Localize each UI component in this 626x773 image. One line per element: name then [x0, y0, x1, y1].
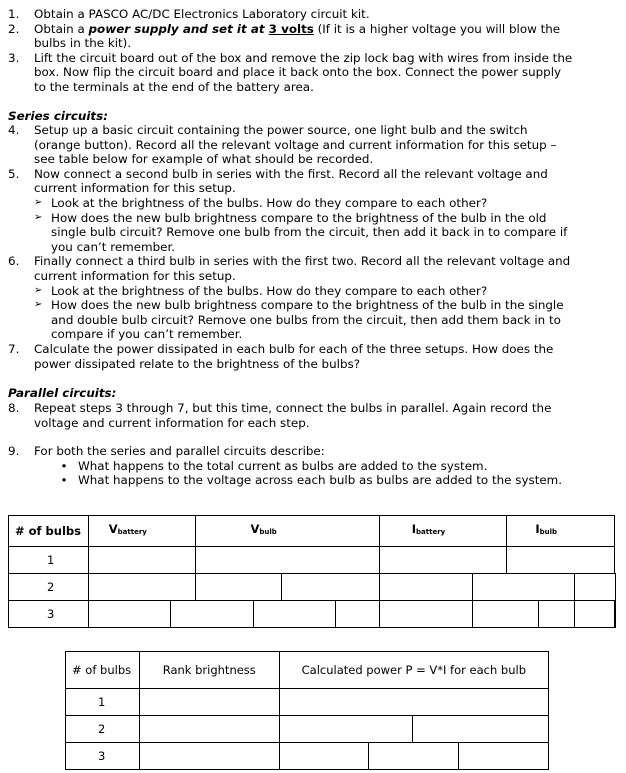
header-num-bulbs: # of bulbs — [66, 652, 140, 689]
parallel-heading: Parallel circuits: — [8, 386, 117, 400]
step-5-sub-2: ➢ How does the new bulb brightness compare to the brightness of the bulb in the old single bulb circuit? Remove one bulb from the circuit, then add it back in to compare if you can’t remember. — [34, 210, 568, 254]
table-cell — [139, 743, 279, 770]
step-8: 8. Repeat steps 3 through 7, but this time, connect the bulbs in parallel. Again record the voltage and current information for each step. — [8, 401, 552, 430]
table-cell — [335, 601, 379, 628]
table-cell — [473, 601, 539, 628]
table-cell — [88, 547, 196, 574]
table-cell — [139, 716, 279, 743]
table-row — [66, 743, 549, 770]
step-4: 4. Setup up a basic circuit containing the power source, one light bulb and the switch (orange button). Record all the relevant voltage and current information for this setup – see table below for example of what should be recorded. — [8, 123, 557, 167]
table-cell — [379, 547, 507, 574]
step-3: 3. Lift the circuit board out of the box and remove the zip lock bag with wires from inside the box. Now flip the circuit board and place it back onto the box. Connect the power supply to the terminals at the end of the battery area. — [8, 50, 573, 94]
header-rank-brightness: Rank brightness — [139, 652, 279, 689]
table-row — [9, 601, 616, 628]
table-cell — [279, 743, 369, 770]
table-cell — [575, 574, 616, 601]
header-i-battery: Ibattery — [379, 516, 507, 547]
table-cell — [196, 574, 282, 601]
table-cell — [139, 689, 279, 716]
step-6-sub-1: ➢ Look at the brightness of the bulbs. How do they compare to each other? — [34, 283, 488, 298]
table-row — [66, 716, 549, 743]
series-heading: Series circuits: — [8, 109, 108, 123]
header-num-bulbs: # of bulbs — [9, 516, 89, 547]
table-cell — [279, 716, 413, 743]
row-label: 3 — [9, 601, 89, 628]
step-9-bullet-2: • What happens to the voltage across each bulb as bulbs are added to the system. — [8, 473, 574, 488]
step-5-sub-1: ➢ Look at the brightness of the bulbs. How do they compare to each other? — [34, 195, 488, 210]
table-cell — [379, 574, 473, 601]
step-6-sub-2: ➢ How does the new bulb brightness compare to the brightness of the bulb in the single and double bulb circuit? Remove one bulbs from the circuit, then add them back in to compare if you can’t remember. — [34, 298, 564, 342]
table-row — [66, 689, 549, 716]
table-cell — [615, 601, 616, 628]
series-steps — [8, 123, 574, 371]
row-label: 3 — [66, 743, 140, 770]
arrow-bullet-icon: ➢ — [34, 299, 43, 311]
table-cell — [282, 574, 380, 601]
table-row — [9, 574, 616, 601]
table-cell — [379, 601, 473, 628]
arrow-bullet-icon: ➢ — [34, 196, 43, 208]
table-cell — [279, 689, 548, 716]
table-cell — [254, 601, 336, 628]
table-cell — [413, 716, 549, 743]
arrow-bullet-icon: ➢ — [34, 211, 43, 223]
step-6: 6. Finally connect a third bulb in series with the first two. Record all the relevant voltage and current information for this setup. — [8, 254, 571, 283]
step-9-bullet-1: • What happens to the total current as bulbs are added to the system. — [8, 459, 574, 474]
table-cell — [539, 601, 575, 628]
table-cell — [575, 601, 615, 628]
bullet-dot-icon: • — [60, 458, 68, 473]
step-5: 5. Now connect a second bulb in series with the first. Record all the relevant voltage and current information for this setup. — [8, 166, 548, 196]
row-label: 2 — [9, 574, 89, 601]
step-9: 9. For both the series and parallel circuits describe: — [8, 444, 325, 459]
header-calculated-power: Calculated power P = V*I for each bulb — [279, 652, 548, 689]
table-header-row — [66, 652, 549, 689]
header-v-battery: Vbattery — [88, 516, 196, 547]
table-row — [9, 547, 616, 574]
row-label: 2 — [66, 716, 140, 743]
header-i-bulb: Ibulb — [507, 516, 615, 547]
table-cell — [507, 547, 615, 574]
table-cell — [170, 601, 254, 628]
arrow-bullet-icon: ➢ — [34, 284, 43, 296]
table-cell — [459, 743, 549, 770]
parallel-steps — [8, 401, 574, 488]
table-cell — [88, 574, 196, 601]
table-cell — [88, 601, 170, 628]
table-cell — [473, 574, 575, 601]
header-v-bulb: Vbulb — [196, 516, 379, 547]
table-header-row — [9, 516, 616, 547]
bullet-dot-icon: • — [60, 473, 68, 488]
step-7: 7. Calculate the power dissipated in each bulb for each of the three setups. How does the power dissipated relate to the brightness of the bulbs? — [8, 341, 554, 371]
intro-steps — [8, 7, 574, 95]
row-label: 1 — [66, 689, 140, 716]
table-cell — [369, 743, 459, 770]
step-2: 2. Obtain a power supply and set it at 3 volts (If it is a higher voltage you will blow the bulbs in the kit). — [8, 21, 561, 51]
measurements-table — [8, 515, 616, 628]
row-label: 1 — [9, 547, 89, 574]
step-1: 1. Obtain a PASCO AC/DC Electronics Laboratory circuit kit. — [8, 7, 370, 21]
brightness-table — [65, 651, 549, 770]
table-cell — [196, 547, 379, 574]
